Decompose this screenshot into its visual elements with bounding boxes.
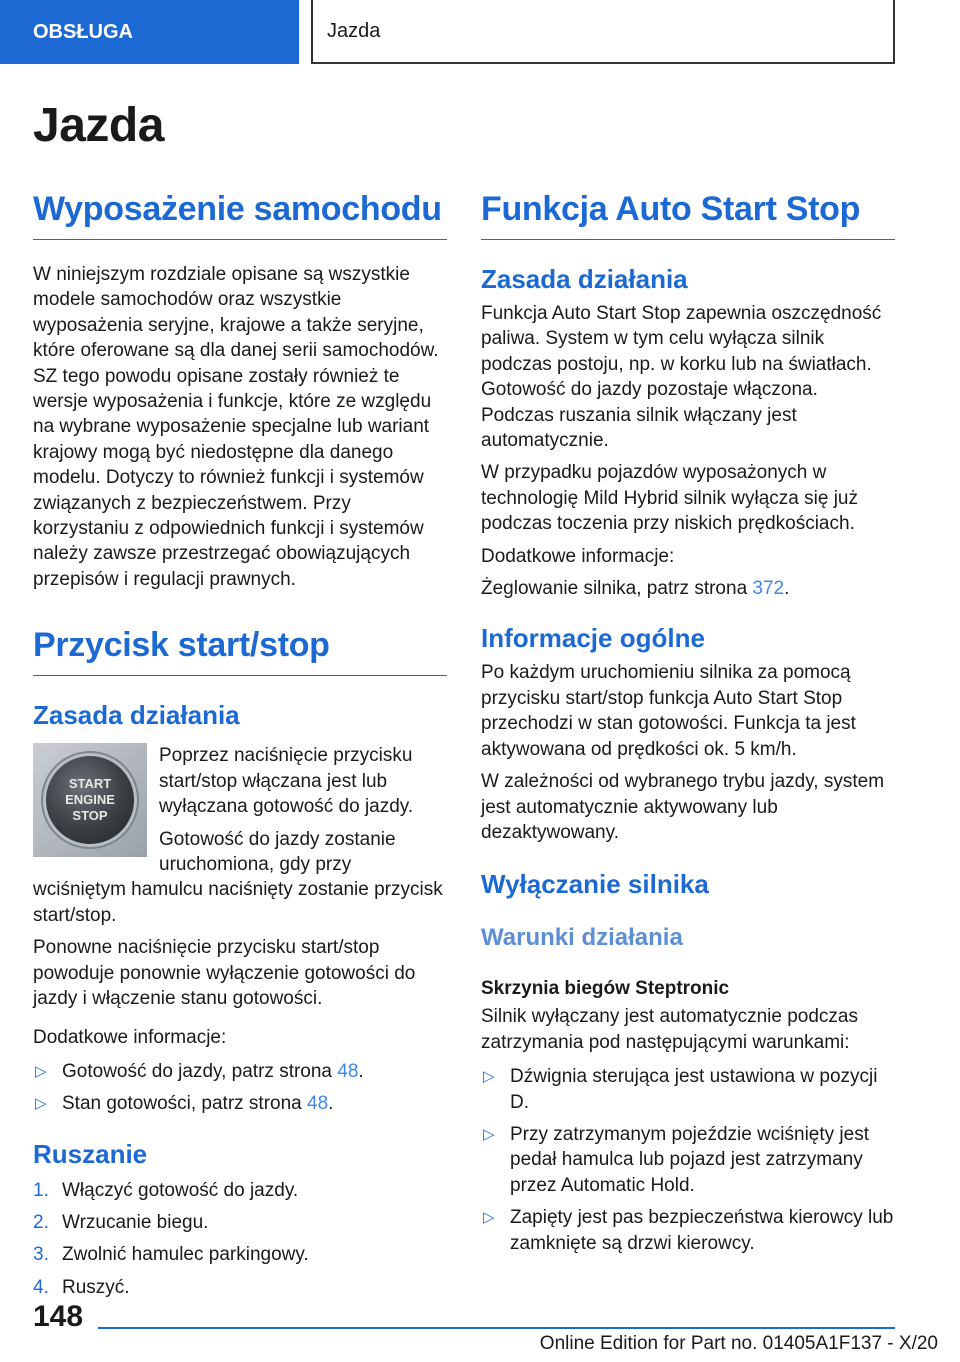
footer-rule: [98, 1327, 895, 1329]
page-link[interactable]: 372: [752, 578, 785, 600]
triangle-bullet-icon: ▷: [483, 1209, 495, 1227]
start-stop-button-image: [33, 743, 147, 857]
heading-warunki: Warunki działania: [481, 924, 683, 952]
header-section-label: OBSŁUGA: [33, 20, 133, 43]
list-item: ▷ Gotowość do jazdy, patrz strona 48.: [33, 1059, 447, 1084]
wylaczanie-p1: Silnik wyłączany jest automatycznie podczas zatrzymania pod następującymi warunkami:: [481, 1006, 859, 1053]
list-item: 3. Zwolnić hamulec parkingowy.: [33, 1244, 309, 1266]
heading-wyposazenie: Wyposażenie samochodu: [33, 190, 447, 240]
list-item: ▷ Dźwignia sterująca jest ustawiona w pozycji D.: [483, 1066, 878, 1113]
list-item: 1. Włączyć gotowość do jazdy.: [33, 1179, 299, 1201]
page-link[interactable]: 48: [307, 1093, 329, 1115]
heading-wylaczanie: Wyłączanie silnika: [481, 869, 709, 900]
page-link[interactable]: 48: [337, 1060, 359, 1082]
heading-ruszanie: Ruszanie: [33, 1138, 148, 1169]
przycisk-links: [33, 1059, 447, 1117]
right-column: [481, 190, 895, 1263]
header-chapter-label: Jazda: [327, 19, 381, 42]
heading-auto-start-stop: Funkcja Auto Start Stop: [481, 190, 895, 240]
wylaczanie-conditions: [481, 1064, 895, 1256]
przycisk-p3: Ponowne naciśnięcie przycisku start/stop powoduje ponownie wyłączenie gotowości do jazdy i włączenie stanu gotowości.: [33, 937, 416, 1009]
auto-zasada-more: Dodatkowe informacje:: [481, 545, 675, 567]
stop-label: STOP: [72, 808, 108, 824]
ruszanie-steps: [33, 1178, 447, 1301]
list-item: ▷ Przy zatrzymanym pojeździe wciśnięty jest pedał hamulca lub pojazd jest zatrzymany przez Automatic Hold.: [483, 1123, 869, 1196]
triangle-bullet-icon: ▷: [35, 1062, 47, 1080]
start-label: START: [68, 776, 112, 792]
list-item: 2. Wrzucanie biegu.: [33, 1211, 209, 1233]
heading-skrzynia: Skrzynia biegów Steptronic: [481, 978, 730, 1000]
triangle-bullet-icon: ▷: [35, 1095, 47, 1113]
left-column: [33, 190, 447, 1307]
page-number: 148: [33, 1300, 84, 1333]
heading-auto-zasada: Zasada działania: [481, 264, 688, 294]
przycisk-p1: Poprzez naciśnięcie przycisku start/stop włączana jest lub wyłączana gotowość do jazdy.: [159, 745, 414, 818]
page-title: Jazda: [33, 99, 164, 152]
header-section-tab[interactable]: [0, 0, 299, 64]
header-chapter-tab[interactable]: [311, 0, 895, 64]
ogolne-p1: Po każdym uruchomieniu silnika za pomocą przycisku start/stop funkcja Auto Start Stop przechodzi w stan gotowości. Funkcja ta jest aktywowana od prędkości ok. 5 km/h.: [481, 662, 856, 760]
triangle-bullet-icon: ▷: [483, 1068, 495, 1086]
przycisk-p2: Gotowość do jazdy zostanie uruchomiona, gdy przy wciśniętym hamulcu naciśnięty zostanie przycisk start/stop.: [33, 828, 443, 926]
start-engine-stop-icon: [46, 756, 134, 844]
triangle-bullet-icon: ▷: [483, 1125, 495, 1143]
list-item: ▷ Stan gotowości, patrz strona 48.: [33, 1091, 447, 1116]
heading-przycisk: Przycisk start/stop: [33, 626, 447, 676]
heading-przycisk-zasada: Zasada działania: [33, 700, 240, 731]
wyposazenie-body: W niniejszym rozdziale opisane są wszystkie modele samochodów oraz wszystkie wyposażenia seryjne, krajowe a także seryjne, które oferowane są dla danej serii samochodów. SZ tego powodu opisane zostały również te wersje wyposażenia i funkcje, które ze względu na wybrane wyposażenie specjalne lub wariant krajowy mogą być niedostępne dla danego modelu. Dotyczy to również funkcji i systemów związanych z bezpieczeństwem. Przy korzystaniu z odpowiednich funkcji i systemów należy zawsze przestrzegać obowiązujących przepisów i regulacji prawnych.: [33, 264, 439, 590]
ogolne-p2: W zależności od wybranego trybu jazdy, system jest automatycznie aktywowany lub dezaktywowany.: [481, 771, 885, 843]
list-item: 4. Ruszyć.: [33, 1276, 130, 1298]
list-item: ▷ Zapięty jest pas bezpieczeństwa kierowcy lub zamknięte są drzwi kierowcy.: [483, 1207, 894, 1254]
auto-zasada-p2: W przypadku pojazdów wyposażonych w technologię Mild Hybrid silnik wyłącza się już podczas toczenia przy niskich prędkościach.: [481, 462, 858, 535]
auto-zasada-link-line: Żeglowanie silnika, patrz strona 372.: [481, 578, 790, 600]
przycisk-more: Dodatkowe informacje:: [33, 1027, 227, 1049]
heading-informacje-ogolne: Informacje ogólne: [481, 623, 705, 654]
auto-zasada-p1: Funkcja Auto Start Stop zapewnia oszczędność paliwa. System w tym celu wyłącza silnik podczas postoju, np. w korku lub na światłach. Gotowość do jazdy pozostaje włączona. Podczas ruszania silnik włączany jest automatycznie.: [481, 303, 882, 452]
engine-label: ENGINE: [65, 792, 115, 808]
footer-edition: Online Edition for Part no. 01405A1F137 - X/20: [539, 1333, 938, 1354]
